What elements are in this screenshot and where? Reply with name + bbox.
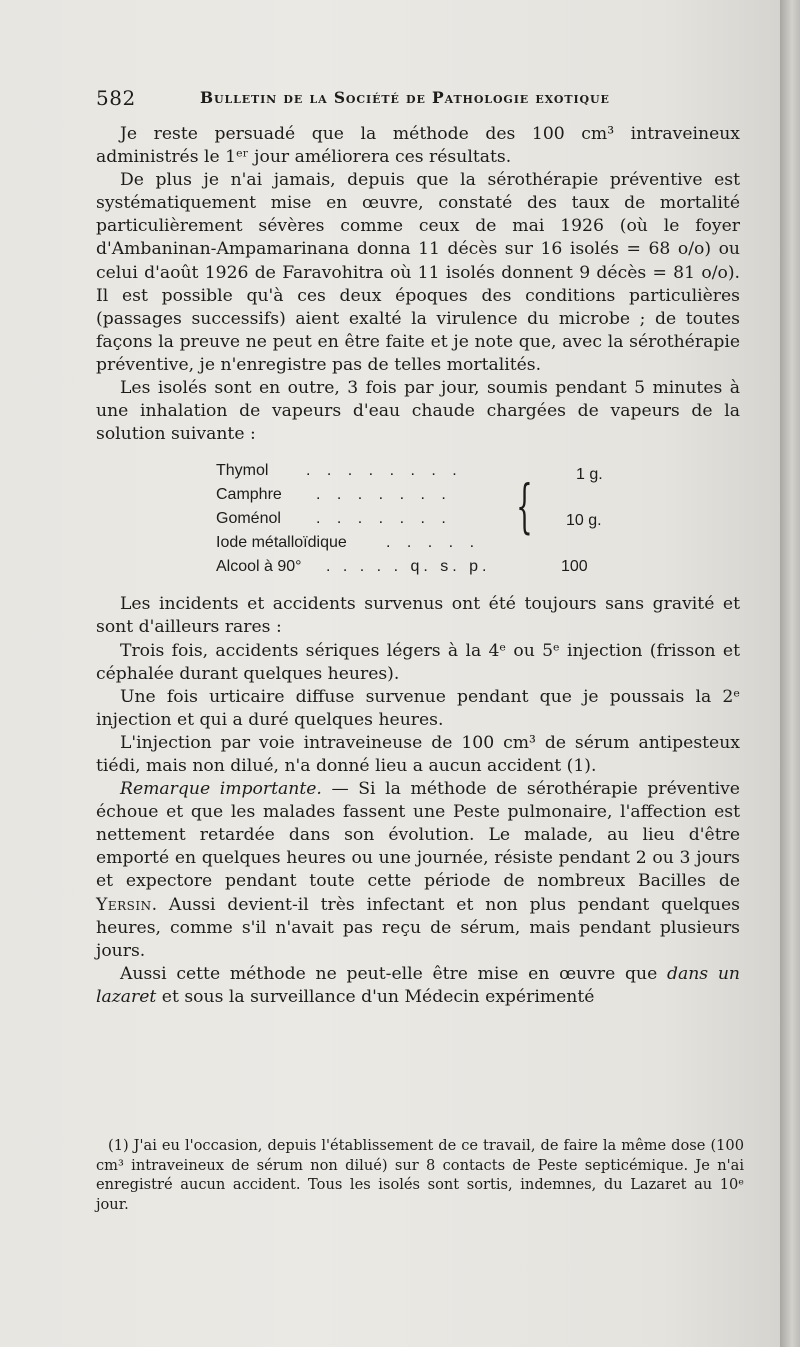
page-number: 582 [96,86,136,110]
page-header [96,86,756,116]
lazaret-text-b: et sous la surveillance d'un Médecin expérimenté [156,986,595,1007]
paragraph-urticaria: Une fois urticaire diffuse survenue pendant que je poussais la 2ᵉ injection et qui a duré quelques heures. [96,686,740,730]
recipe-quantity: 100 [561,558,588,576]
recipe-leader: . . . . . . . [316,510,452,528]
recipe-leader: . . . . . q. s. p. [326,558,491,576]
recipe-leader: . . . . . . . . [306,462,463,480]
paragraph-serum-method: Je reste persuadé que la méthode des 100 cm³ intraveineux administrés le 1ᵉʳ jour améliorera ces résultats. [96,124,740,168]
lazaret-text-a: Aussi cette méthode ne peut-elle être mise en œuvre que [120,963,667,984]
remarque-text-b: . Aussi devient-il très infectant et non plus pendant quelques heures, comme s'il n'avait pas reçu de sérum, mais pendant plusieurs jours. [96,894,740,961]
recipe-ingredient: Camphre [216,486,282,504]
page-edge [780,0,800,1347]
paragraph-serum-accidents: Trois fois, accidents sériques légers à la 4ᵉ ou 5ᵉ injection (frisson et céphalée durant quelques heures). [96,640,740,684]
paragraph-lazaret [96,963,740,1009]
recipe-ingredient: Iode métalloïdique [216,534,347,552]
lazaret-italic: dans un lazaret [96,963,740,1007]
recipe-quantity: 10 g. [566,512,602,530]
main-text [96,123,740,1009]
recipe-leader: . . . . . . . [316,486,452,504]
paragraph-remarque [96,778,740,963]
recipe-ingredient: Thymol [216,462,269,480]
recipe-table [96,459,740,581]
paragraph-incidents: Les incidents et accidents survenus ont été toujours sans gravité et sont d'ailleurs rares : [96,594,740,638]
recipe-ingredient: Goménol [216,510,281,528]
recipe-quantity: 1 g. [576,466,603,484]
author-name: Yersin [96,894,152,915]
footnote-text: (1) J'ai eu l'occasion, depuis l'établissement de ce travail, de faire la même dose (100 cm³ intraveineux de sérum non dilué) sur 8 contacts de Peste septicémique. Je n'ai enregistré aucun accident. Tous les isolés sont sortis, indemnes, du Lazaret au 10ᵉ jour. [96,1137,744,1213]
recipe-leader: . . . . . [386,534,481,552]
paragraph-inhalation: Les isolés sont en outre, 3 fois par jour, soumis pendant 5 minutes à une inhalation de vapeurs d'eau chaude chargées de vapeurs de la solution suivante : [96,378,740,445]
paragraph-mortality: De plus je n'ai jamais, depuis que la sérothérapie préventive est systématiquement mise en œuvre, constaté des taux de mortalité particulièrement sévères comme ceux de mai 1926 (où le foyer d'Ambaninan-Ampamarinana donna 11 décès sur 16 isolés = 68 o/o) ou celui d'août 1926 de Faravohitra où 11 isolés donnent 9 décès = 81 o/o). Il est possible qu'à ces deux époques des conditions particulières (passages successifs) aient exalté la virulence du microbe ; de toutes façons la preuve ne peut en être faite et je note que, avec la sérothérapie préventive, je n'enregistre pas de telles mortalités. [96,170,740,375]
running-title: Bulletin de la Société de Pathologie exotique [200,88,610,107]
remarque-text-a: — Si la méthode de sérothérapie préventive échoue et que les malades fassent une Peste pulmonaire, l'affection est nettement retardée dans son évolution. Le malade, au lieu d'être emporté en quelques heures ou une journée, résiste pendant 2 ou 3 jours et expectore pendant toute cette période de nombreux Bacilles de [96,779,740,892]
recipe-ingredient: Alcool à 90° [216,558,302,576]
footnote [96,1136,744,1214]
recipe-brace: { [516,472,533,541]
paragraph-intravenous: L'injection par voie intraveineuse de 100 cm³ de sérum antipesteux tiédi, mais non dilué, n'a donné lieu a aucun accident (1). [96,732,740,776]
remarque-label: Remarque importante. [120,779,322,800]
